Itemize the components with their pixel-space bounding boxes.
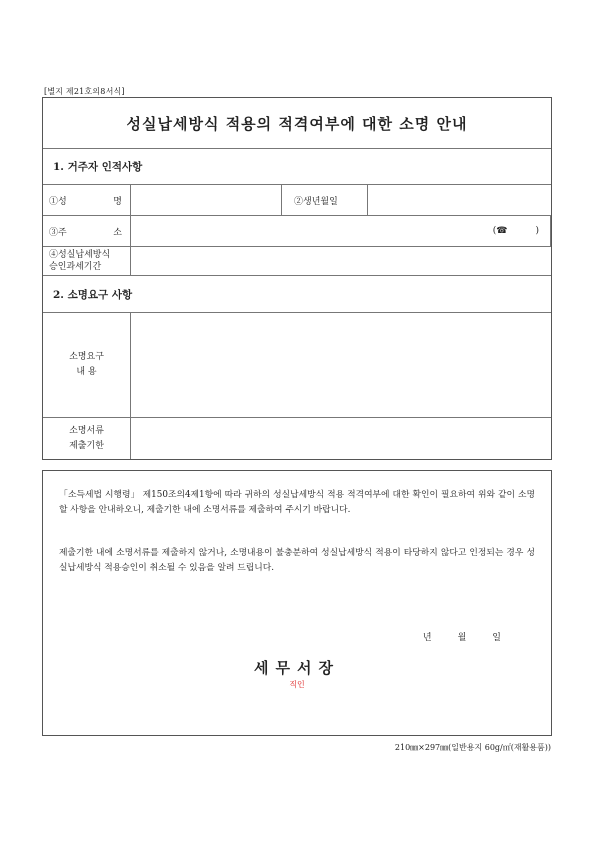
request-content-label-line2: 내 용 <box>76 367 97 377</box>
deadline-field[interactable] <box>131 418 551 459</box>
name-field[interactable] <box>131 185 282 215</box>
deadline-label-line2: 제출기한 <box>69 440 104 451</box>
date-month: 월 <box>457 633 467 643</box>
section2-header <box>43 276 551 313</box>
address-label-part2: 소 <box>113 227 122 238</box>
deadline-row <box>43 418 551 459</box>
period-label-line2: 승인과세기간 <box>49 262 102 272</box>
date-year: 년 <box>422 633 432 643</box>
period-row <box>43 247 551 276</box>
address-row <box>43 216 551 247</box>
request-content-field[interactable] <box>131 313 551 417</box>
section1-header <box>43 149 551 185</box>
document-title: 성실납세방식 적용의 적격여부에 대한 소명 안내 <box>126 114 468 133</box>
deadline-label-line1: 소명서류 <box>69 425 104 436</box>
request-content-label <box>43 313 131 417</box>
paper-spec: 210㎜×297㎜(일반용지 60g/㎡(재활용품)) <box>394 743 551 752</box>
phone-field[interactable] <box>493 216 539 246</box>
official-seal: 직인 <box>289 680 305 689</box>
date-line <box>423 630 501 643</box>
tax-office-head: 세무서장 <box>254 659 340 677</box>
notice-box <box>42 470 552 736</box>
address-label <box>43 216 131 246</box>
name-row <box>43 185 551 216</box>
section1-heading: 1. 거주자 인적사항 <box>53 161 143 173</box>
period-field[interactable] <box>131 247 551 275</box>
deadline-label <box>43 418 131 459</box>
address-field[interactable] <box>131 216 551 246</box>
title-row <box>43 98 551 149</box>
notice-paragraph1: 「소득세법 시행령」 제150조의4제1항에 따라 귀하의 성실납세방식 적용 적격여부에 대한 확인이 필요하여 위와 같이 소명할 사항을 안내하오니, 제출기한 내에 소명서류를 제출하여 주시기 바랍니다. <box>59 490 535 515</box>
birth-label: ②생년월일 <box>282 185 368 215</box>
date-day: 일 <box>492 633 501 643</box>
phone-close: ) <box>535 226 539 236</box>
section2-heading: 2. 소명요구 사항 <box>53 288 133 301</box>
notice-paragraph2: 제출기한 내에 소명서류를 제출하지 않거나, 소명내용이 불충분하여 성실납세방식 적용이 타당하지 않다고 인정되는 경우 성실납세방식 적용승인이 취소될 수 있음을 알려 드립니다. <box>59 548 535 573</box>
request-content-label-line1: 소명요구 <box>69 352 104 362</box>
name-label <box>43 185 131 215</box>
phone-icon: (☎ <box>492 226 508 236</box>
name-label-part1: ①성 <box>49 196 67 207</box>
period-label-line1: ④성실납세방식 <box>49 250 111 260</box>
birth-field[interactable] <box>368 185 551 215</box>
form-reference: [별지 제21호의8서식] <box>44 87 125 96</box>
address-label-part1: ③주 <box>49 227 67 238</box>
name-label-part2: 명 <box>113 196 122 207</box>
request-content-row <box>43 313 551 418</box>
info-form <box>42 97 552 460</box>
period-label <box>43 247 131 275</box>
